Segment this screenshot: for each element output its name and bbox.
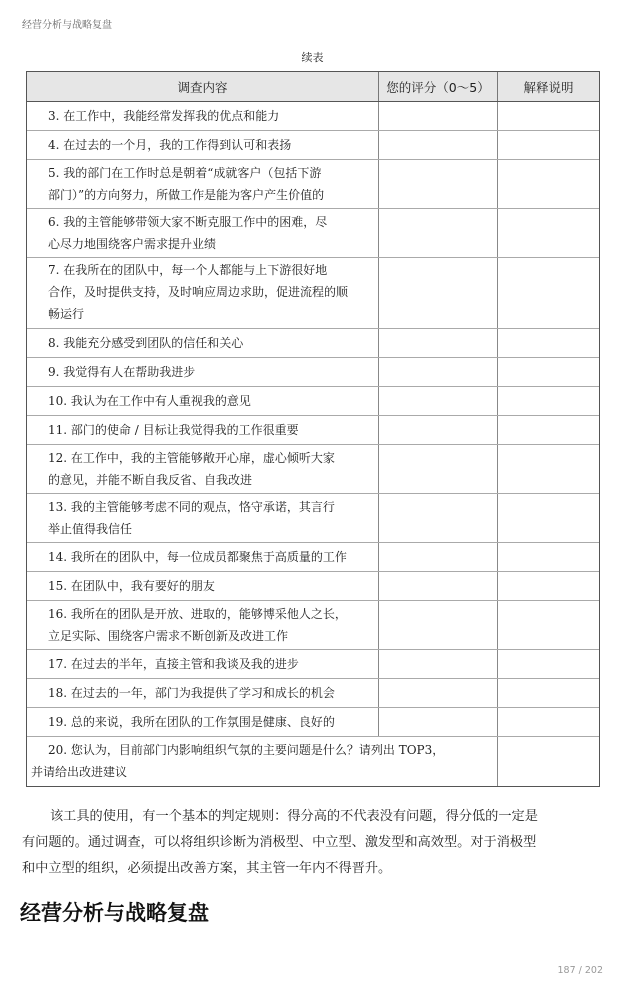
survey-item-text: 20. 您认为，目前部门内影响组织气氛的主要问题是什么？请列出 TOP3， 并请给出改进建议 xyxy=(27,737,498,786)
survey-item-text: 18. 在过去的一年，部门为我提供了学习和成长的机会 xyxy=(27,679,379,707)
survey-item-text: 6. 我的主管能够带领大家不断克服工作中的困难，尽 心尽力地围绕客户需求提升业绩 xyxy=(27,209,379,257)
table-body xyxy=(27,102,599,786)
table-row xyxy=(27,543,599,572)
survey-item-text: 9. 我觉得有人在帮助我进步 xyxy=(27,358,379,386)
section-title: 经营分析与战略复盘 xyxy=(20,901,209,925)
score-cell[interactable] xyxy=(379,416,498,444)
explanation-cell[interactable] xyxy=(498,494,599,542)
table-row xyxy=(27,209,599,258)
paragraph-line-2: 有问题的。通过调查，可以将组织诊断为消极型、中立型、激发型和高效型。对于消极型 xyxy=(22,835,537,850)
table-row xyxy=(27,494,599,543)
explanation-cell[interactable] xyxy=(498,160,599,208)
table-row xyxy=(27,708,599,737)
header-survey-content: 调查内容 xyxy=(27,72,379,101)
survey-item-text: 10. 我认为在工作中有人重视我的意见 xyxy=(27,387,379,415)
explanation-cell[interactable] xyxy=(498,650,599,678)
explanation-cell[interactable] xyxy=(498,543,599,571)
explanation-cell[interactable] xyxy=(498,679,599,707)
survey-item-text: 16. 我所在的团队是开放、进取的，能够博采他人之长， 立足实际、围绕客户需求不断创新及改进工作 xyxy=(27,601,379,649)
table-row xyxy=(27,679,599,708)
score-cell[interactable] xyxy=(379,329,498,357)
table-row xyxy=(27,102,599,131)
score-cell[interactable] xyxy=(379,160,498,208)
score-cell[interactable] xyxy=(379,679,498,707)
table-row xyxy=(27,445,599,494)
survey-item-text: 11. 部门的使命 / 目标让我觉得我的工作很重要 xyxy=(27,416,379,444)
survey-item-text: 17. 在过去的半年，直接主管和我谈及我的进步 xyxy=(27,650,379,678)
explanation-cell[interactable] xyxy=(498,329,599,357)
explanation-cell[interactable] xyxy=(498,708,599,736)
header-explanation: 解释说明 xyxy=(523,79,574,95)
score-cell[interactable] xyxy=(379,543,498,571)
explanation-cell[interactable] xyxy=(498,209,599,257)
score-cell[interactable] xyxy=(379,209,498,257)
table-caption: 续表 xyxy=(301,51,324,64)
header-your-score: 您的评分（0～5） xyxy=(379,72,498,101)
survey-item-text: 4. 在过去的一个月，我的工作得到认可和表扬 xyxy=(27,131,379,159)
explanation-cell[interactable] xyxy=(498,572,599,600)
explanation-cell[interactable] xyxy=(498,131,599,159)
score-cell[interactable] xyxy=(379,494,498,542)
table-row xyxy=(27,387,599,416)
explanation-cell[interactable] xyxy=(498,258,599,328)
survey-table xyxy=(26,71,600,787)
survey-item-text: 8. 我能充分感受到团队的信任和关心 xyxy=(27,329,379,357)
paragraph-line-3: 和中立型的组织，必须提出改善方案，其主管一年内不得晋升。 xyxy=(22,861,392,876)
explanation-cell[interactable] xyxy=(498,387,599,415)
survey-item-text: 14. 我所在的团队中，每一位成员都聚焦于高质量的工作 xyxy=(27,543,379,571)
explanation-cell[interactable] xyxy=(498,737,599,786)
table-row xyxy=(27,329,599,358)
score-cell[interactable] xyxy=(379,445,498,493)
score-cell[interactable] xyxy=(379,572,498,600)
table-row xyxy=(27,160,599,209)
table-row xyxy=(27,258,599,329)
table-row xyxy=(27,650,599,679)
score-cell[interactable] xyxy=(379,708,498,736)
explanation-cell[interactable] xyxy=(498,445,599,493)
survey-item-text: 12. 在工作中，我的主管能够敞开心扉，虚心倾听大家 的意见，并能不断自我反省、自我改进 xyxy=(27,445,379,493)
explanation-cell[interactable] xyxy=(498,358,599,386)
score-cell[interactable] xyxy=(379,102,498,130)
survey-item-text: 15. 在团队中，我有要好的朋友 xyxy=(27,572,379,600)
score-cell[interactable] xyxy=(379,387,498,415)
table-row xyxy=(27,358,599,387)
survey-item-text: 3. 在工作中，我能经常发挥我的优点和能力 xyxy=(27,102,379,130)
score-cell[interactable] xyxy=(379,258,498,328)
table-row xyxy=(27,131,599,160)
paragraph-line-1: 该工具的使用，有一个基本的判定规则：得分高的不代表没有问题，得分低的一定是 xyxy=(22,809,538,824)
score-cell[interactable] xyxy=(379,601,498,649)
table-row xyxy=(27,737,599,786)
body-paragraph xyxy=(22,804,607,882)
explanation-cell[interactable] xyxy=(498,416,599,444)
table-header-row xyxy=(27,72,599,102)
score-cell[interactable] xyxy=(379,358,498,386)
survey-item-text: 5. 我的部门在工作时总是朝着“成就客户（包括下游 部门）”的方向努力，所做工作是能为客户产生价值的 xyxy=(27,160,379,208)
survey-item-text: 13. 我的主管能够考虑不同的观点，恪守承诺，其言行 举止值得我信任 xyxy=(27,494,379,542)
page-number: 187 / 202 xyxy=(557,965,603,976)
survey-item-text: 7. 在我所在的团队中，每一个人都能与上下游很好地 合作，及时提供支持，及时响应周边求助，促进流程的顺 畅运行 xyxy=(27,258,379,328)
table-row xyxy=(27,416,599,445)
table-row xyxy=(27,601,599,650)
explanation-cell[interactable] xyxy=(498,601,599,649)
score-cell[interactable] xyxy=(379,131,498,159)
survey-item-text: 19. 总的来说，我所在团队的工作氛围是健康、良好的 xyxy=(27,708,379,736)
running-header: 经营分析与战略复盘 xyxy=(22,20,112,31)
table-row xyxy=(27,572,599,601)
score-cell[interactable] xyxy=(379,650,498,678)
explanation-cell[interactable] xyxy=(498,102,599,130)
